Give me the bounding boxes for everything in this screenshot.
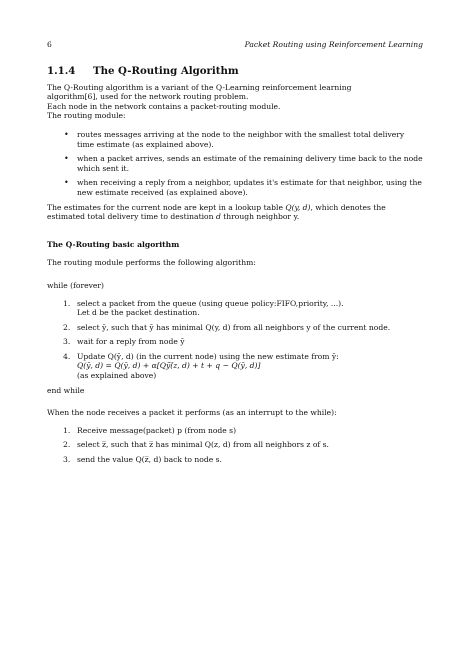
step-line: select ȳ, such that ȳ has minimal Q(y, d) from all neighbors y of the current node. <box>77 322 391 332</box>
running-title: Packet Routing using Reinforcement Learning <box>244 40 423 49</box>
receive-intro: When the node receives a packet it performs (as an interrupt to the while): <box>47 408 337 418</box>
estimates-text: through neighbor y. <box>220 212 300 222</box>
while-end: end while <box>47 385 85 395</box>
lookup-table-symbol: Q(y, d) <box>285 202 311 212</box>
receive-steps <box>47 426 423 465</box>
paper-page <box>47 40 423 470</box>
step-number: 3. <box>63 455 71 465</box>
step-number: 2. <box>63 322 71 332</box>
step-number: 2. <box>63 440 71 450</box>
step-line: send the value Q(z̅, d) back to node s. <box>77 455 222 465</box>
destination-symbol: d <box>215 212 221 222</box>
step-item <box>47 299 423 318</box>
routing-module-list <box>47 130 423 198</box>
step-line: (as explained above) <box>77 371 157 381</box>
step-line: Let d be the packet destination. <box>77 308 200 318</box>
page-header <box>47 40 423 50</box>
section-number: 1.1.4 <box>47 64 76 77</box>
section-heading <box>47 65 423 77</box>
while-start: while (forever) <box>47 280 105 290</box>
update-equation: Q(ȳ, d) = Q(ȳ, d) + α[Qȳ(̅z, d) + t + q − Q(ȳ, d)] <box>77 361 261 371</box>
intro-line: Each node in the network contains a packet-routing module. <box>47 101 281 111</box>
intro-paragraph <box>47 83 423 121</box>
step-item <box>47 352 423 381</box>
list-item: • when a packet arrives, sends an estimate of the remaining delivery time back to the node which sent it. <box>47 154 423 173</box>
algorithm-steps <box>47 299 423 381</box>
estimates-paragraph <box>47 203 423 222</box>
step-number: 4. <box>63 351 71 361</box>
step-number: 3. <box>63 337 71 347</box>
estimates-text: The estimates for the current node are kept in a lookup table <box>47 202 286 212</box>
step-line: select a packet from the queue (using queue policy:FIFO,priority, ...). <box>77 298 344 308</box>
step-line: Receive message(packet) p (from node s) <box>77 425 237 435</box>
intro-line: The Q-Routing algorithm is a variant of the Q-Learning reinforcement learning <box>47 82 352 92</box>
step-item <box>47 440 423 450</box>
step-item <box>47 323 423 333</box>
intro-line: algorithm[6], used for the network routing problem. <box>47 92 249 102</box>
page-number: 6 <box>47 40 52 49</box>
step-number: 1. <box>63 298 71 308</box>
section-title: The Q-Routing Algorithm <box>93 64 239 77</box>
subsection-heading: The Q-Routing basic algorithm <box>47 239 180 249</box>
list-item: • routes messages arriving at the node to the neighbor with the smallest total delivery time estimate (as explained above). <box>47 130 423 149</box>
step-item <box>47 337 423 347</box>
step-line: select z̅, such that z̅ has minimal Q(z, d) from all neighbors z of s. <box>77 440 329 450</box>
intro-line: The routing module: <box>47 111 126 121</box>
step-item <box>47 426 423 436</box>
step-line: wait for a reply from node ȳ <box>77 337 185 347</box>
step-number: 1. <box>63 425 71 435</box>
step-line: Update Q(ȳ, d) (in the current node) using the new estimate from ȳ: <box>77 351 339 361</box>
estimates-text: , which denotes the estimated total delivery time to destination <box>47 202 386 222</box>
step-item <box>47 455 423 465</box>
list-item: • when receiving a reply from a neighbor, updates it's estimate for that neighbor, using the new estimate received (as explained above). <box>47 178 423 197</box>
algorithm-intro: The routing module performs the following algorithm: <box>47 258 256 268</box>
